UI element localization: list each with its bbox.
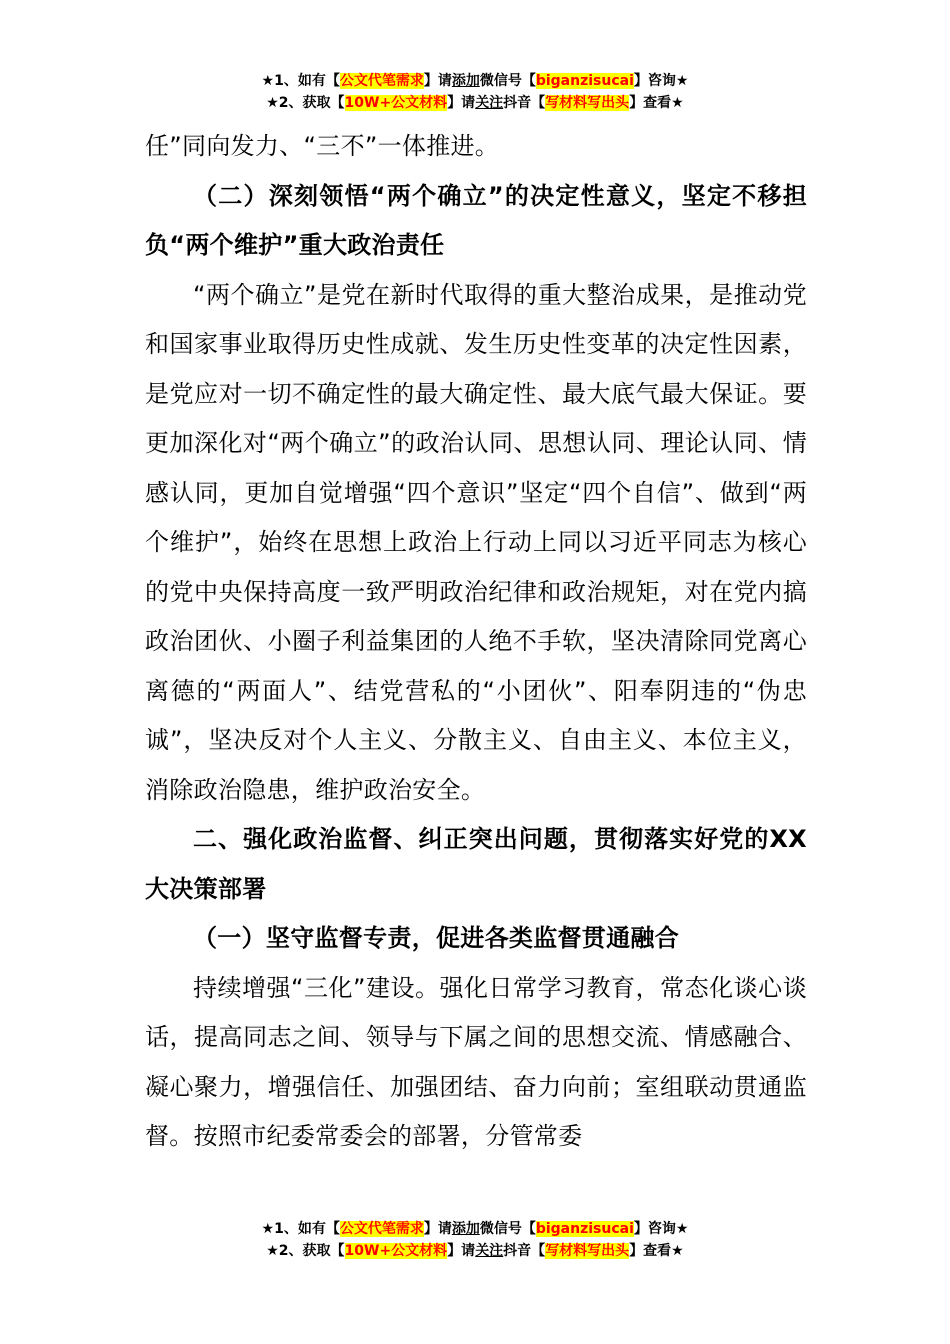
banner-text: 】请: [447, 1243, 476, 1259]
banner-line-2: [0, 1240, 950, 1262]
footer-banner: [0, 1218, 950, 1262]
banner-text: ★1、如有【: [261, 1221, 340, 1237]
banner-highlight: 10W+公文材料: [344, 95, 448, 111]
paragraph-three-construction: 持续增强“三化”建设。强化日常学习教育，常态化谈心谈话，提高同志之间、领导与下属之间的思想交流、情感融合、凝心聚力，增强信任、加强团结、奋力向前；室组联动贯通监督。按照市纪委常委会的部署，分管常委: [145, 973, 807, 1150]
banner-underlined: 关注: [475, 95, 504, 111]
banner-text: 】咨询★: [633, 73, 689, 89]
header-banner: [0, 70, 950, 114]
banner-text: ★2、获取【: [266, 95, 345, 111]
banner-line-2: [0, 92, 950, 114]
banner-underlined: 添加: [451, 73, 480, 89]
banner-text: 】请: [447, 95, 476, 111]
banner-text: ★1、如有【: [261, 73, 340, 89]
paragraph-two-establishments: “两个确立”是党在新时代取得的重大整治成果，是推动党和国家事业取得历史性成就、发生历史性变革的决定性因素，是党应对一切不确定性的最大确定性、最大底气最大保证。要更加深化对“两个确立”的政治认同、思想认同、理论认同、情感认同，更加自觉增强“四个意识”坚定“四个自信”、做到“两个维护”，始终在思想上政治上行动上同以习近平同志为核心的党中央保持高度一致严明政治纪律和政治规矩，对在党内搞政治团伙、小圈子利益集团的人绝不手软，坚决清除同党离心离德的“两面人”、结党营私的“小团伙”、阳奉阴违的“伪忠诚”，坚决反对个人主义、分散主义、自由主义、本位主义，消除政治隐患，维护政治安全。: [145, 280, 807, 804]
banner-text: 抖音【: [503, 1243, 546, 1259]
document-body: [145, 122, 807, 1162]
banner-underlined: 添加: [451, 1221, 480, 1237]
section-heading-2-1: （一）坚守监督专责，促进各类监督贯通融合: [193, 924, 679, 952]
banner-text: 】咨询★: [633, 1221, 689, 1237]
section-heading-2-2: （二）深刻领悟“两个确立”的决定性意义，坚定不移担负“两个维护”重大政治责任: [145, 181, 807, 259]
banner-highlight: biganzisucai: [535, 73, 634, 89]
banner-text: 】请: [423, 1221, 452, 1237]
banner-text: 微信号【: [479, 1221, 536, 1237]
banner-highlight: 公文代笔需求: [339, 73, 424, 89]
paragraph-continuation: 任”同向发力、“三不”一体推进。: [145, 132, 500, 160]
banner-text: 】查看★: [629, 1243, 684, 1259]
banner-text: 抖音【: [503, 95, 546, 111]
banner-text: ★2、获取【: [266, 1243, 345, 1259]
banner-text: 】请: [423, 73, 452, 89]
banner-highlight: 公文代笔需求: [339, 1221, 424, 1237]
banner-text: 微信号【: [479, 73, 536, 89]
banner-line-1: [0, 1218, 950, 1240]
banner-underlined: 关注: [475, 1243, 504, 1259]
banner-highlight: 写材料写出头: [545, 95, 630, 111]
banner-line-1: [0, 70, 950, 92]
section-heading-2: 二、强化政治监督、纠正突出问题，贯彻落实好党的XX大决策部署: [145, 825, 807, 903]
banner-highlight: 写材料写出头: [545, 1243, 630, 1259]
banner-text: 】查看★: [629, 95, 684, 111]
banner-highlight: biganzisucai: [535, 1221, 634, 1237]
banner-highlight: 10W+公文材料: [344, 1243, 448, 1259]
